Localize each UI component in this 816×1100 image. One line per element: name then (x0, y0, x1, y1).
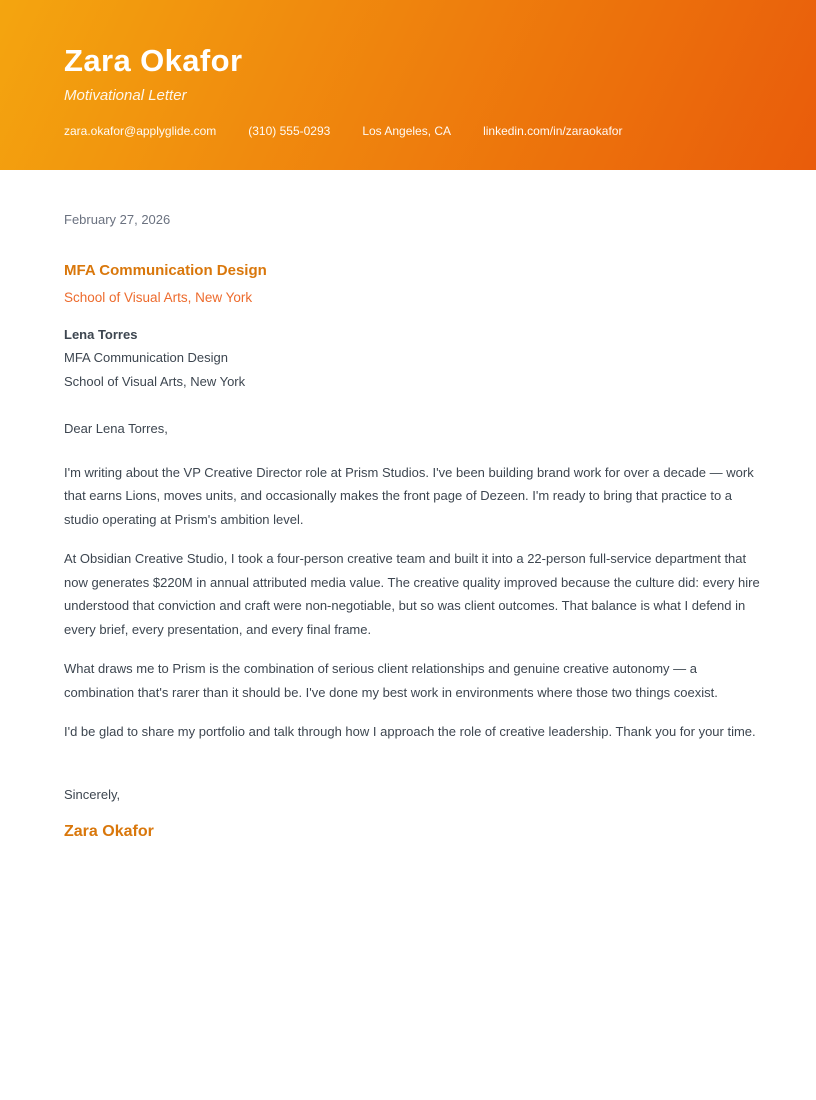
author-name: Zara Okafor (64, 43, 243, 78)
letter-body (0, 170, 816, 904)
paragraph-call-to-action: I'd be glad to share my portfolio and talk through how I approach the role of creative leadership. Thank you for your time. (64, 724, 756, 739)
recipient-block (64, 323, 770, 394)
position-block (64, 261, 770, 307)
contact-row (64, 124, 752, 138)
paragraph-intro: I'm writing about the VP Creative Director role at Prism Studios. I've been building brand work for over a decade — work that earns Lions, moves units, and occasionally makes the front page of Dezeen. I'm ready to bring that practice to a studio operating at Prism's ambition level. (64, 464, 754, 527)
paragraph-experience: At Obsidian Creative Studio, I took a four-person creative team and built it into a 22-person full-service department that now generates $220M in annual attributed media value. The creative quality improved because the culture did: every hire understood that conviction and craft were non-negotiable, but so was client outcomes. That balance is what I defend in every brief, every presentation, and every final frame. (64, 551, 760, 637)
signature-name: Zara Okafor (64, 823, 154, 840)
letter-header (0, 0, 816, 170)
contact-location: Los Angeles, CA (362, 124, 452, 139)
closing: Sincerely, (64, 786, 121, 802)
recipient-name: Lena Torres (64, 326, 138, 342)
letter-date: February 27, 2026 (64, 212, 171, 227)
paragraph-motivation: What draws me to Prism is the combination of serious client relationships and genuine creative autonomy — a combination that's rarer than it should be. I've done my best work in environments where those two things coexist. (64, 661, 718, 700)
recipient-org-line: School of Visual Arts, New York (64, 373, 246, 389)
recipient-title-line: MFA Communication Design (64, 350, 229, 365)
contact-phone: (310) 555-0293 (248, 124, 331, 139)
position-title: MFA Communication Design (64, 261, 267, 279)
document-type-subtitle: Motivational Letter (64, 87, 187, 105)
contact-email: zara.okafor@applyglide.com (64, 124, 217, 139)
position-organization: School of Visual Arts, New York (64, 289, 253, 305)
contact-linkedin: linkedin.com/in/zaraokafor (483, 124, 623, 139)
salutation: Dear Lena Torres, (64, 421, 168, 436)
